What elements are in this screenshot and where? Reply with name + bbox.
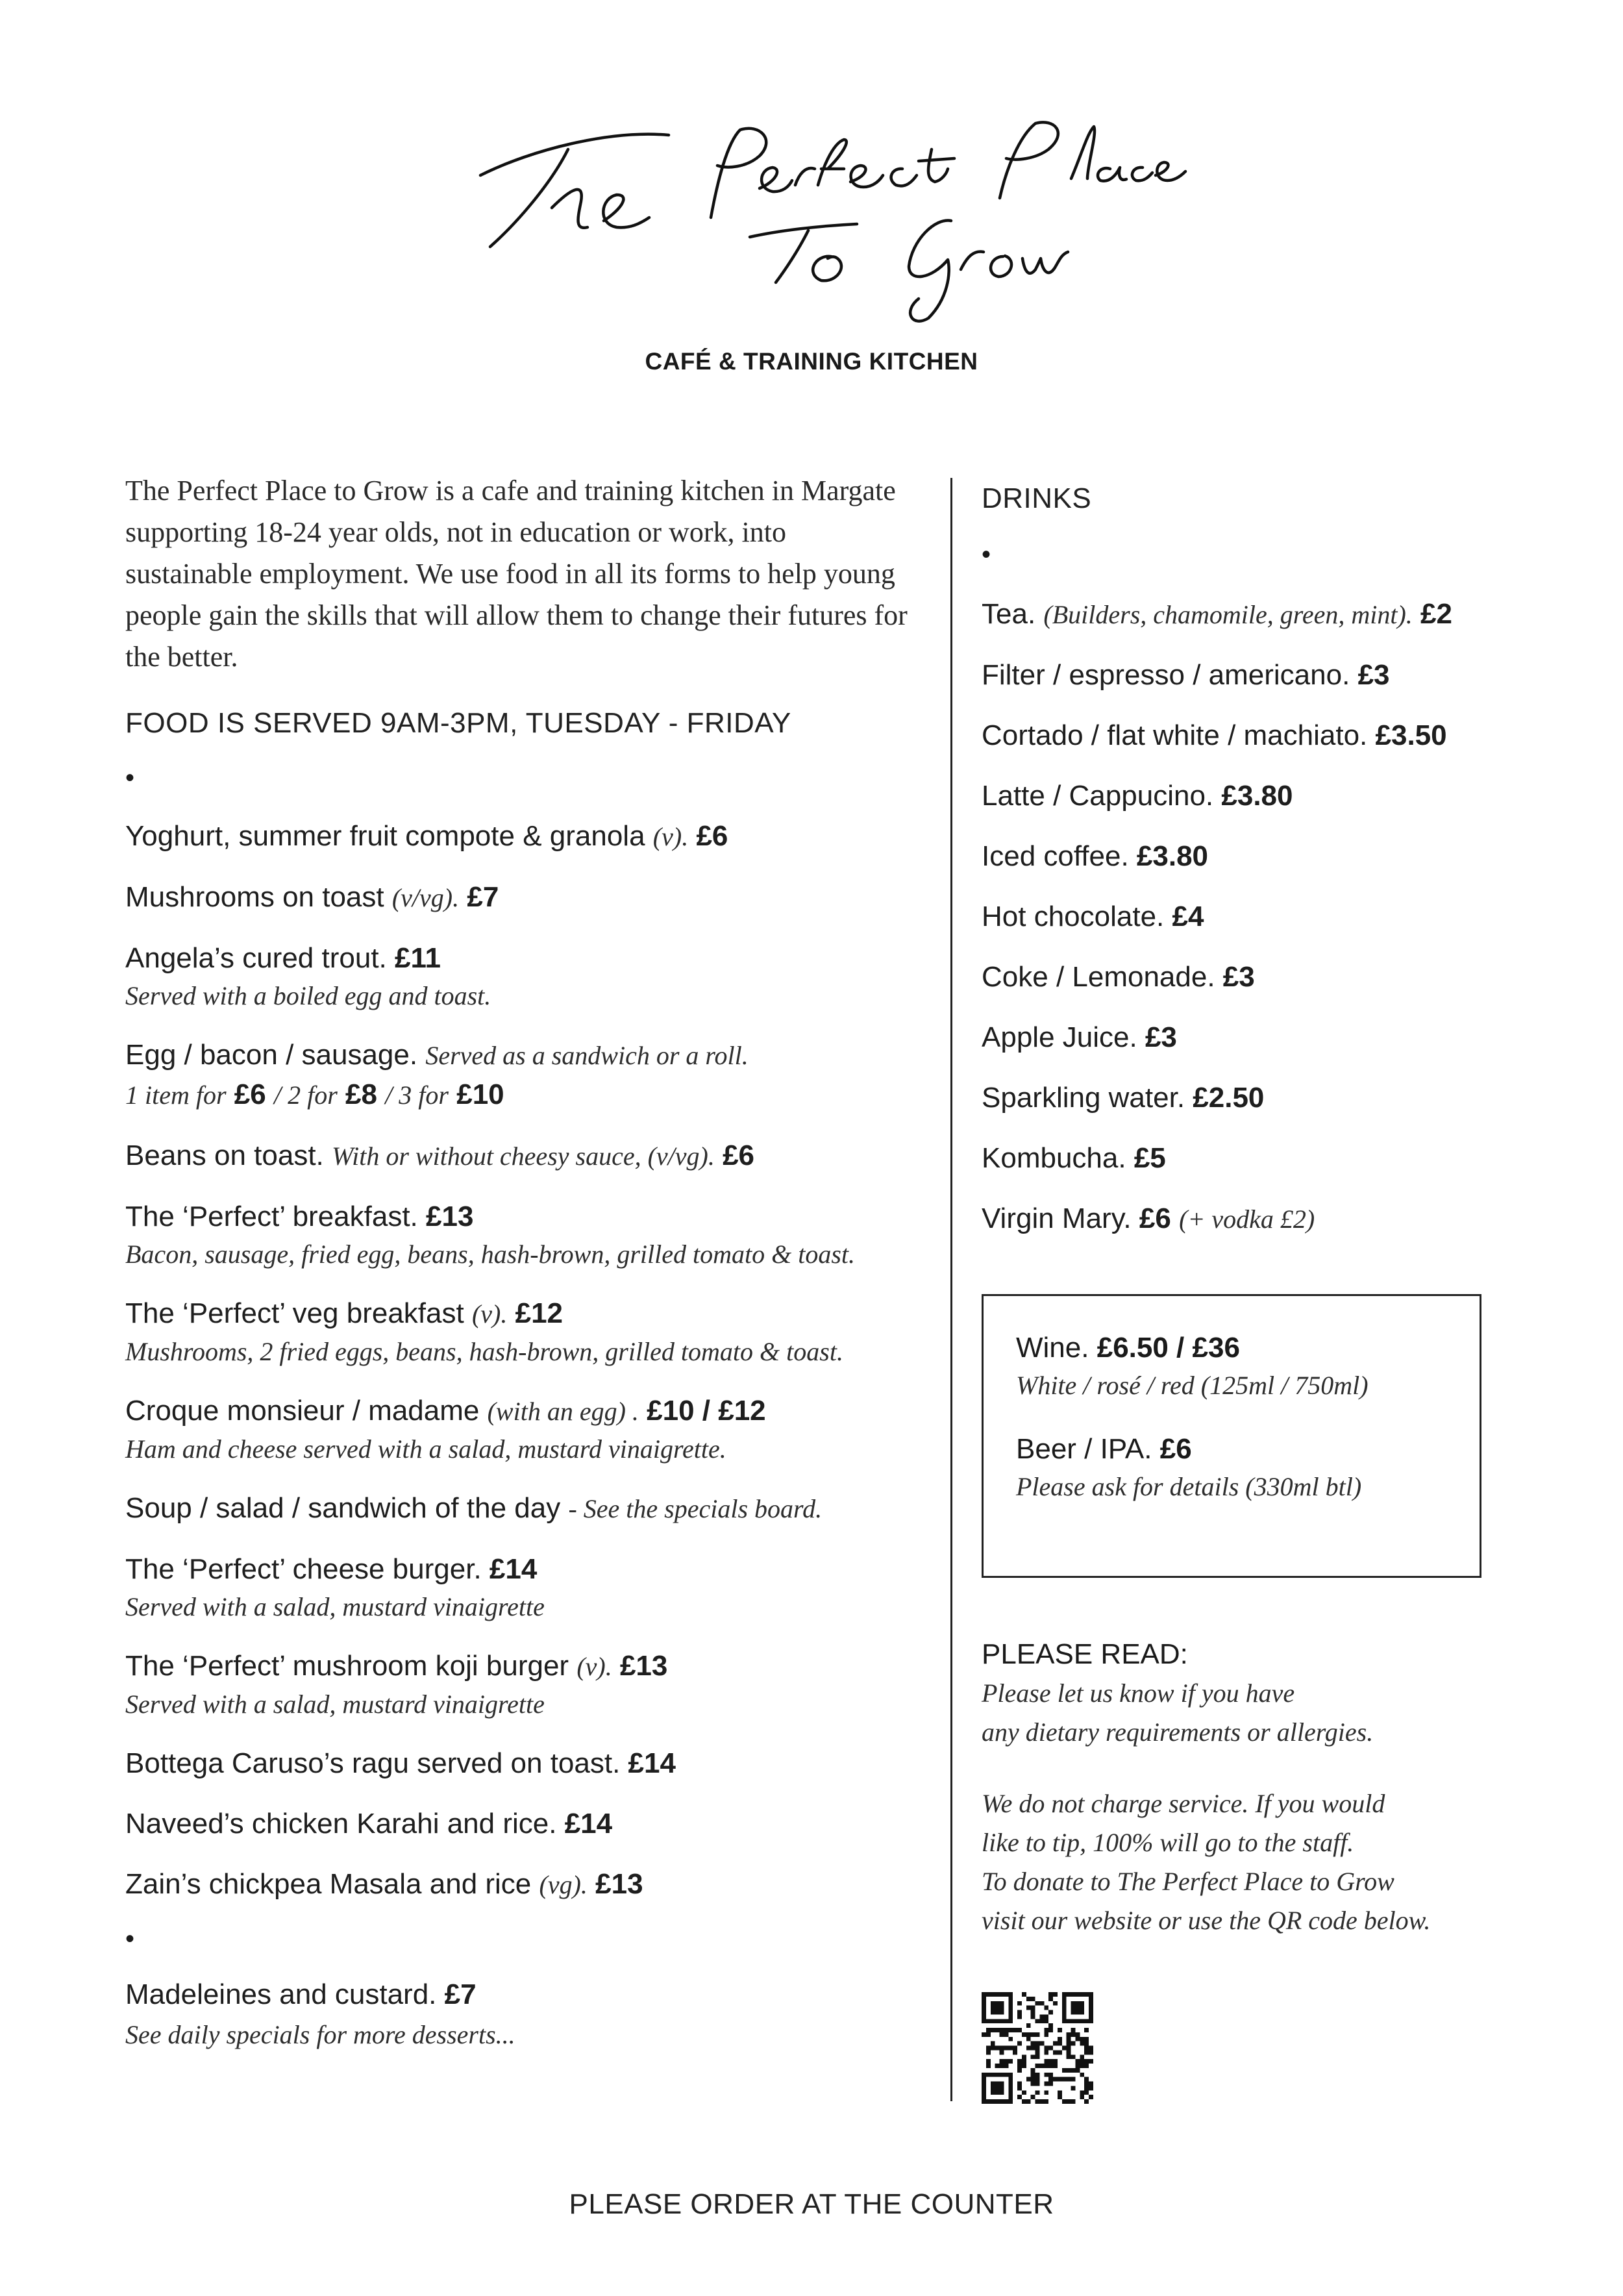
intro-text: The Perfect Place to Grow is a cafe and training kitchen in Margate supporting 18-24 year olds, not in education or work, into sustainable employment. We use food in all its forms to help young people gain the skills that will allow them to change their futures for the better.	[125, 475, 908, 673]
item-name: Naveed’s chicken Karahi and rice.	[125, 1808, 557, 1840]
drink-item	[982, 777, 1514, 816]
item-name: The ‘Perfect’ cheese burger.	[125, 1553, 482, 1585]
item-price: £8	[345, 1079, 377, 1110]
drink-item	[982, 1079, 1514, 1117]
food-hours-heading: FOOD IS SERVED 9AM-3PM, TUESDAY - FRIDAY	[125, 707, 791, 739]
item-price: £13	[426, 1201, 474, 1232]
drink-price: £6.50 / £36	[1096, 1332, 1240, 1364]
bullet-separator: •	[125, 1925, 135, 1953]
drink-note: (+ vodka £2)	[1179, 1204, 1315, 1234]
column-divider	[950, 478, 952, 2101]
item-note: - See the specials board.	[568, 1494, 823, 1523]
alcohol-item	[1016, 1329, 1480, 1404]
drink-name: Iced coffee.	[982, 840, 1129, 872]
menu-item	[125, 1391, 917, 1467]
item-price: £14	[628, 1747, 676, 1779]
item-note: (with an egg) .	[487, 1397, 639, 1426]
drinks-column	[982, 479, 1514, 1260]
drink-note: (Builders, chamomile, green, mint).	[1043, 600, 1413, 629]
drink-name: Coke / Lemonade.	[982, 961, 1215, 993]
handwritten-logo	[454, 104, 1195, 325]
service-note: visit our website or use the QR code below.	[982, 1906, 1431, 1935]
menu-item	[125, 1804, 917, 1843]
item-note: (v).	[471, 1299, 508, 1329]
item-name: Beans on toast.	[125, 1140, 324, 1171]
drink-name: Virgin Mary.	[982, 1203, 1132, 1234]
menu-item	[125, 1865, 917, 1904]
menu-item	[125, 1647, 917, 1723]
drink-name: Hot chocolate.	[982, 901, 1165, 932]
drink-price: £2	[1420, 598, 1452, 630]
item-note: (vg).	[539, 1870, 588, 1899]
alcohol-item	[1016, 1430, 1480, 1505]
menu-item	[125, 1294, 917, 1370]
service-note: We do not charge service. If you would	[982, 1789, 1385, 1818]
item-note: Served as a sandwich or a roll.	[425, 1041, 749, 1070]
drink-name: Sparkling water.	[982, 1082, 1185, 1114]
item-name: Mushrooms on toast	[125, 881, 384, 913]
item-name: Croque monsieur / madame	[125, 1395, 480, 1427]
item-name: Angela’s cured trout.	[125, 942, 387, 974]
drink-price: £3	[1222, 961, 1255, 993]
item-name: The ‘Perfect’ breakfast.	[125, 1201, 418, 1232]
drink-name: Latte / Cappucino.	[982, 780, 1214, 812]
item-description: Mushrooms, 2 fried eggs, beans, hash-brown, grilled tomato & toast.	[125, 1337, 843, 1366]
item-price: £7	[444, 1978, 477, 2010]
item-description: Ham and cheese served with a salad, mustard vinaigrette.	[125, 1434, 726, 1464]
item-price: £10 / £12	[647, 1395, 766, 1427]
item-name: Soup / salad / sandwich of the day	[125, 1492, 561, 1524]
item-price: £12	[515, 1297, 564, 1329]
drink-name: Kombucha.	[982, 1142, 1126, 1174]
drink-price: £3	[1357, 659, 1390, 691]
item-name: Egg / bacon / sausage.	[125, 1039, 418, 1071]
bullet-separator: •	[125, 764, 135, 792]
food-column	[125, 470, 917, 2053]
item-name: Bottega Caruso’s ragu served on toast.	[125, 1747, 621, 1779]
drink-item	[982, 656, 1514, 695]
menu-item	[125, 878, 917, 917]
item-price: £13	[619, 1650, 668, 1682]
drink-item	[982, 837, 1514, 876]
dietary-note: any dietary requirements or allergies.	[982, 1717, 1374, 1747]
bullet-separator: •	[982, 540, 991, 569]
qr-code[interactable]	[982, 1992, 1093, 2104]
drink-price: £5	[1134, 1142, 1166, 1174]
item-note: With or without cheesy sauce, (v/vg).	[332, 1142, 715, 1171]
drink-price: £3	[1145, 1021, 1177, 1053]
menu-item	[125, 1136, 917, 1176]
item-price: £6	[723, 1140, 755, 1171]
drinks-heading: DRINKS	[982, 482, 1092, 514]
item-note: (v).	[576, 1652, 612, 1681]
item-price: £6	[234, 1079, 266, 1110]
drink-price: £4	[1172, 901, 1204, 932]
item-name: Zain’s chickpea Masala and rice	[125, 1868, 532, 1900]
notes-heading: PLEASE READ:	[982, 1638, 1188, 1670]
dietary-note: Please let us know if you have	[982, 1678, 1295, 1708]
pricing-label: / 2 for	[273, 1080, 338, 1110]
item-note: (v).	[652, 822, 689, 851]
subtitle: CAFÉ & TRAINING KITCHEN	[645, 348, 978, 375]
drink-item	[982, 1139, 1514, 1178]
footer-order-note: PLEASE ORDER AT THE COUNTER	[569, 2188, 1054, 2220]
item-name: The ‘Perfect’ veg breakfast	[125, 1297, 464, 1329]
menu-item	[125, 817, 917, 856]
dessert-item	[125, 1975, 917, 2053]
drink-item	[982, 897, 1514, 936]
item-price: £13	[595, 1868, 643, 1900]
drink-price: £3.80	[1136, 840, 1209, 872]
pricing-label: / 3 for	[385, 1080, 449, 1110]
please-read-notes	[982, 1635, 1514, 1940]
item-note: (v/vg).	[391, 883, 460, 912]
menu-item	[125, 939, 917, 1014]
drink-item	[982, 716, 1514, 755]
drink-price: £3.80	[1221, 780, 1293, 812]
item-price: £14	[564, 1808, 613, 1840]
item-description: Served with a boiled egg and toast.	[125, 981, 491, 1010]
drink-price: £6	[1159, 1433, 1192, 1465]
item-description: See daily specials for more desserts...	[125, 2020, 515, 2049]
drink-item	[982, 1018, 1514, 1057]
menu-item	[125, 1197, 917, 1273]
drink-price: £3.50	[1375, 719, 1447, 751]
drink-name: Apple Juice.	[982, 1021, 1137, 1053]
drink-description: White / rosé / red (125ml / 750ml)	[1016, 1371, 1369, 1400]
menu-item	[125, 1489, 917, 1529]
alcohol-box	[982, 1294, 1481, 1578]
menu-item	[125, 1744, 917, 1783]
item-name: Yoghurt, summer fruit compote & granola	[125, 820, 645, 852]
item-description: Bacon, sausage, fried egg, beans, hash-brown, grilled tomato & toast.	[125, 1240, 856, 1269]
drink-name: Filter / espresso / americano.	[982, 659, 1350, 691]
item-price: £6	[696, 820, 728, 852]
item-description: Served with a salad, mustard vinaigrette	[125, 1690, 545, 1719]
menu-item	[125, 1550, 917, 1625]
pricing-label: 1 item for	[125, 1080, 227, 1110]
item-price: £11	[395, 942, 441, 974]
service-note: like to tip, 100% will go to the staff.	[982, 1828, 1354, 1857]
item-name: The ‘Perfect’ mushroom koji burger	[125, 1650, 569, 1682]
item-price: £10	[456, 1079, 504, 1110]
item-name: Madeleines and custard.	[125, 1978, 437, 2010]
drink-item	[982, 595, 1514, 634]
drink-item	[982, 1199, 1514, 1239]
drink-name: Beer / IPA.	[1016, 1433, 1152, 1465]
drink-name: Tea.	[982, 598, 1036, 630]
drink-price: £2.50	[1193, 1082, 1265, 1114]
service-note: To donate to The Perfect Place to Grow	[982, 1867, 1394, 1896]
drink-name: Wine.	[1016, 1332, 1089, 1364]
item-description: Served with a salad, mustard vinaigrette	[125, 1592, 545, 1621]
drink-description: Please ask for details (330ml btl)	[1016, 1472, 1362, 1501]
menu-item	[125, 1036, 917, 1115]
drink-item	[982, 958, 1514, 997]
drink-name: Cortado / flat white / machiato.	[982, 719, 1368, 751]
item-price: £14	[489, 1553, 538, 1585]
item-price: £7	[467, 881, 499, 913]
drink-price: £6	[1139, 1203, 1171, 1234]
